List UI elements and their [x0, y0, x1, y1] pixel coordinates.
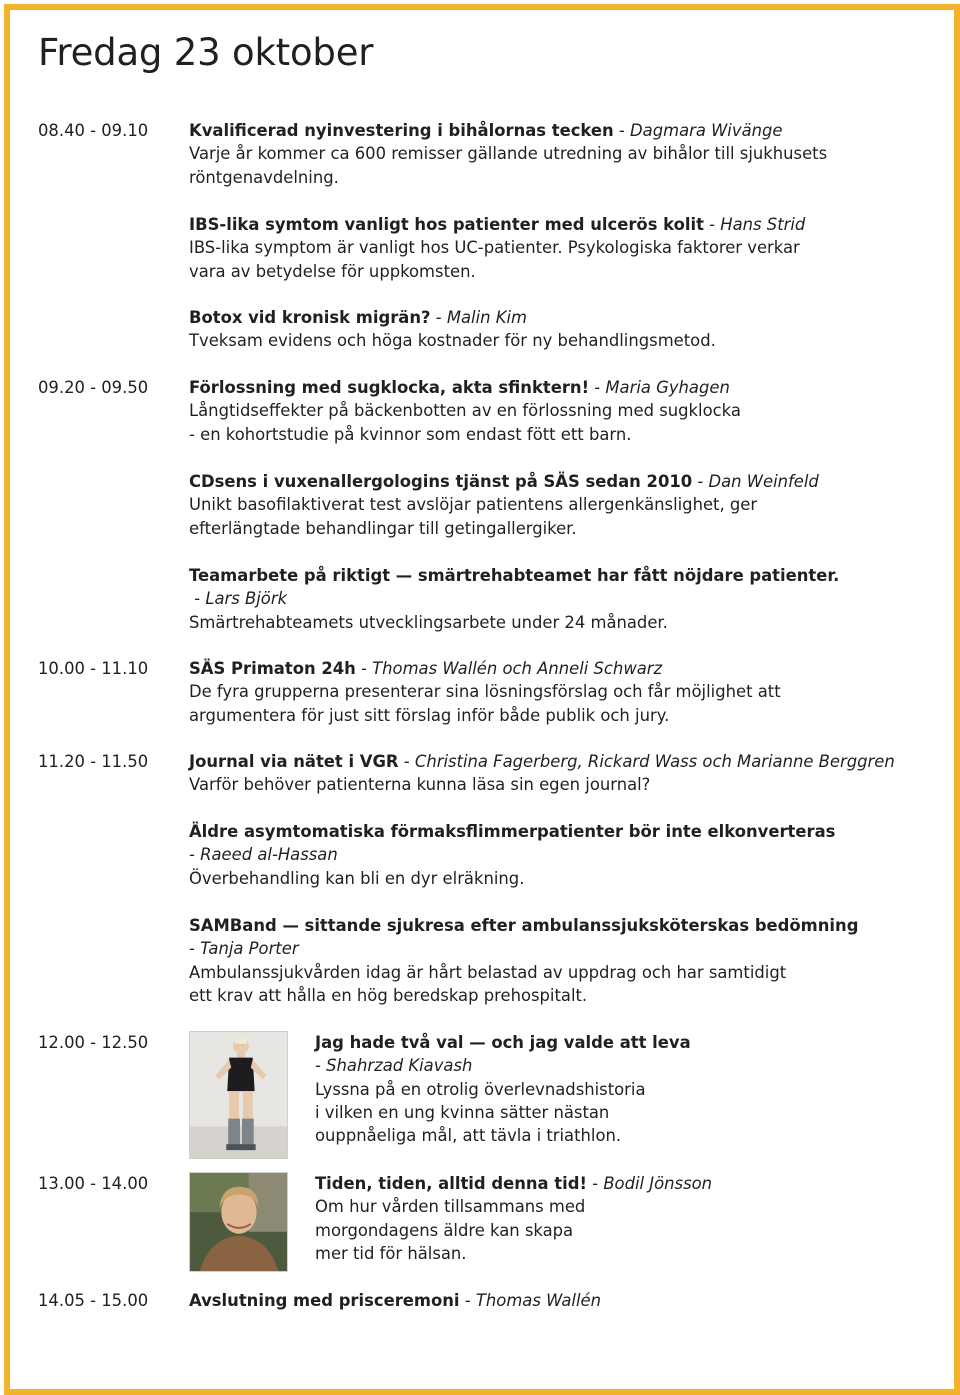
- talk-description: efterlängtade behandlingar till getingallergiker.: [189, 518, 577, 538]
- speaker-photo-portrait: [189, 1172, 288, 1272]
- talk-description: Smärtrehabteamets utvecklingsarbete under 24 månader.: [189, 612, 668, 632]
- talk-description: IBS-lika symptom är vanligt hos UC-patienter. Psykologiska faktorer verkar: [189, 238, 800, 258]
- talk-description: mer tid för hälsan.: [315, 1243, 467, 1263]
- talk-item: CDsens i vuxenallergologins tjänst på SÄS sedan 2010 - Dan Weinfeld Unikt basofilaktiverat test avslöjar patientens allergenkänslighet, ger efterlängtade behandlingar till getingallergiker.: [189, 470, 819, 540]
- talk-title: Tiden, tiden, alltid denna tid!: [315, 1174, 587, 1193]
- talk-item: IBS-lika symtom vanligt hos patienter med ulcerös kolit - Hans Strid IBS-lika symptom är vanligt hos UC-patienter. Psykologiska faktorer verkar vara av betydelse för uppkomsten.: [189, 213, 805, 283]
- talk-speaker: Lars Björk: [205, 589, 288, 609]
- talk-speaker: Malin Kim: [446, 308, 528, 327]
- talk-item: SAMBand — sittande sjukresa efter ambulanssjuksköterskas bedömning - Tanja Porter Ambulanssjukvården idag är hårt belastad av uppdrag och har samtidigt ett krav att hålla en hög beredskap prehospitalt.: [189, 914, 858, 1007]
- talk-speaker: Tanja Porter: [200, 939, 299, 959]
- session-time: 12.00 - 12.50: [38, 1033, 149, 1052]
- talk-title: Journal via nätet i VGR: [189, 752, 399, 771]
- talk-item: Jag hade två val — och jag valde att leva - Shahrzad Kiavash Lyssna på en otrolig överlevnadshistoria i vilken en ung kvinna sätter nästan ouppnåeliga mål, att tävla i triathlon.: [315, 1031, 691, 1147]
- talk-speaker: Raeed al-Hassan: [200, 845, 338, 865]
- talk-item: Journal via nätet i VGR - Christina Fagerberg, Rickard Wass och Marianne Berggren Varför behöver patienterna kunna läsa sin egen journal?: [189, 750, 895, 797]
- talk-description: Om hur vården tillsammans med: [315, 1197, 586, 1217]
- talk-description: Varje år kommer ca 600 remisser gällande utredning av bihålor till sjukhusets: [189, 144, 828, 164]
- talk-title: Jag hade två val — och jag valde att leva: [315, 1033, 691, 1052]
- talk-speaker: Thomas Wallén: [475, 1291, 602, 1310]
- session-time: 08.40 - 09.10: [38, 121, 149, 140]
- talk-description: Lyssna på en otrolig överlevnadshistoria: [315, 1079, 646, 1099]
- talk-description: röntgenavdelning.: [189, 167, 339, 187]
- talk-speaker: Maria Gyhagen: [605, 378, 730, 397]
- talk-speaker: Thomas Wallén och Anneli Schwarz: [372, 659, 663, 678]
- session-time: 14.05 - 15.00: [38, 1291, 149, 1310]
- talk-description: ett krav att hålla en hög beredskap prehospitalt.: [189, 985, 588, 1005]
- talk-item: Avslutning med prisceremoni - Thomas Wallén: [189, 1291, 602, 1310]
- talk-description: Varför behöver patienterna kunna läsa sin egen journal?: [189, 775, 651, 795]
- talk-speaker: Bodil Jönsson: [603, 1174, 713, 1193]
- talk-description: Tveksam evidens och höga kostnader för ny behandlingsmetod.: [189, 331, 716, 351]
- talk-item: Teamarbete på riktigt — smärtrehabteamet har fått nöjdare patienter. - Lars Björk Smärtrehabteamets utvecklingsarbete under 24 månader.: [189, 564, 839, 634]
- talk-title: Avslutning med prisceremoni: [189, 1291, 460, 1310]
- talk-speaker: Shahrzad Kiavash: [326, 1056, 473, 1076]
- talk-title: Äldre asymtomatiska förmaksflimmerpatienter bör inte elkonverteras: [189, 822, 836, 841]
- session-time: 10.00 - 11.10: [38, 659, 149, 678]
- talk-description: ouppnåeliga mål, att tävla i triathlon.: [315, 1126, 622, 1146]
- talk-item: Tiden, tiden, alltid denna tid! - Bodil Jönsson Om hur vården tillsammans med morgondagens äldre kan skapa mer tid för hälsan.: [315, 1172, 712, 1265]
- talk-speaker: Dan Weinfeld: [708, 472, 819, 491]
- talk-description: Långtidseffekter på bäckenbotten av en förlossning med sugklocka: [189, 401, 741, 421]
- talk-item: SÄS Primaton 24h - Thomas Wallén och Anneli Schwarz De fyra grupperna presenterar sina lösningsförslag och får möjlighet att argumentera för just sitt förslag inför både publik och jury.: [189, 657, 781, 727]
- talk-title: SÄS Primaton 24h: [189, 659, 356, 678]
- talk-title: SAMBand — sittande sjukresa efter ambulanssjuksköterskas bedömning: [189, 916, 859, 935]
- talk-description: Överbehandling kan bli en dyr elräkning.: [189, 868, 525, 888]
- talk-title: CDsens i vuxenallergologins tjänst på SÄS sedan 2010: [189, 472, 693, 491]
- talk-title: Teamarbete på riktigt — smärtrehabteamet har fått nöjdare patienter.: [189, 566, 840, 585]
- talk-title: Kvalificerad nyinvestering i bihålornas tecken: [189, 121, 614, 140]
- talk-title: IBS-lika symtom vanligt hos patienter med ulcerös kolit: [189, 215, 704, 234]
- talk-description: Ambulanssjukvården idag är hårt belastad av uppdrag och har samtidigt: [189, 962, 787, 982]
- talk-description: De fyra grupperna presenterar sina lösningsförslag och får möjlighet att: [189, 682, 781, 702]
- talk-description: Unikt basofilaktiverat test avslöjar patientens allergenkänslighet, ger: [189, 495, 758, 515]
- talk-speaker: Christina Fagerberg, Rickard Wass och Marianne Berggren: [414, 752, 895, 771]
- talk-description: vara av betydelse för uppkomsten.: [189, 261, 476, 281]
- talk-item: Förlossning med sugklocka, akta sfinktern! - Maria Gyhagen Långtidseffekter på bäckenbotten av en förlossning med sugklocka - en kohortstudie på kvinnor som endast fött ett barn.: [189, 376, 741, 446]
- talk-title: Förlossning med sugklocka, akta sfinktern!: [189, 378, 590, 397]
- talk-description: argumentera för just sitt förslag inför både publik och jury.: [189, 705, 670, 725]
- session-time: 11.20 - 11.50: [38, 752, 149, 771]
- page-title: Fredag 23 oktober: [38, 31, 374, 74]
- talk-speaker: Dagmara Wivänge: [630, 121, 783, 140]
- talk-title: Botox vid kronisk migrän?: [189, 308, 431, 327]
- talk-item: Botox vid kronisk migrän? - Malin Kim Tveksam evidens och höga kostnader för ny behandlingsmetod.: [189, 306, 716, 353]
- talk-speaker: Hans Strid: [720, 215, 806, 234]
- session-time: 13.00 - 14.00: [38, 1174, 149, 1193]
- talk-description: - en kohortstudie på kvinnor som endast fött ett barn.: [189, 424, 632, 444]
- talk-description: i vilken en ung kvinna sätter nästan: [315, 1102, 610, 1122]
- speaker-photo-athlete: [189, 1031, 288, 1159]
- talk-description: morgondagens äldre kan skapa: [315, 1220, 574, 1240]
- talk-item: Kvalificerad nyinvestering i bihålornas tecken - Dagmara Wivänge Varje år kommer ca 600 remisser gällande utredning av bihålor till sjukhusets röntgenavdelning.: [189, 119, 827, 189]
- talk-item: Äldre asymtomatiska förmaksflimmerpatienter bör inte elkonverteras - Raeed al-Hassan Överbehandling kan bli en dyr elräkning.: [189, 820, 835, 890]
- session-time: 09.20 - 09.50: [38, 378, 149, 397]
